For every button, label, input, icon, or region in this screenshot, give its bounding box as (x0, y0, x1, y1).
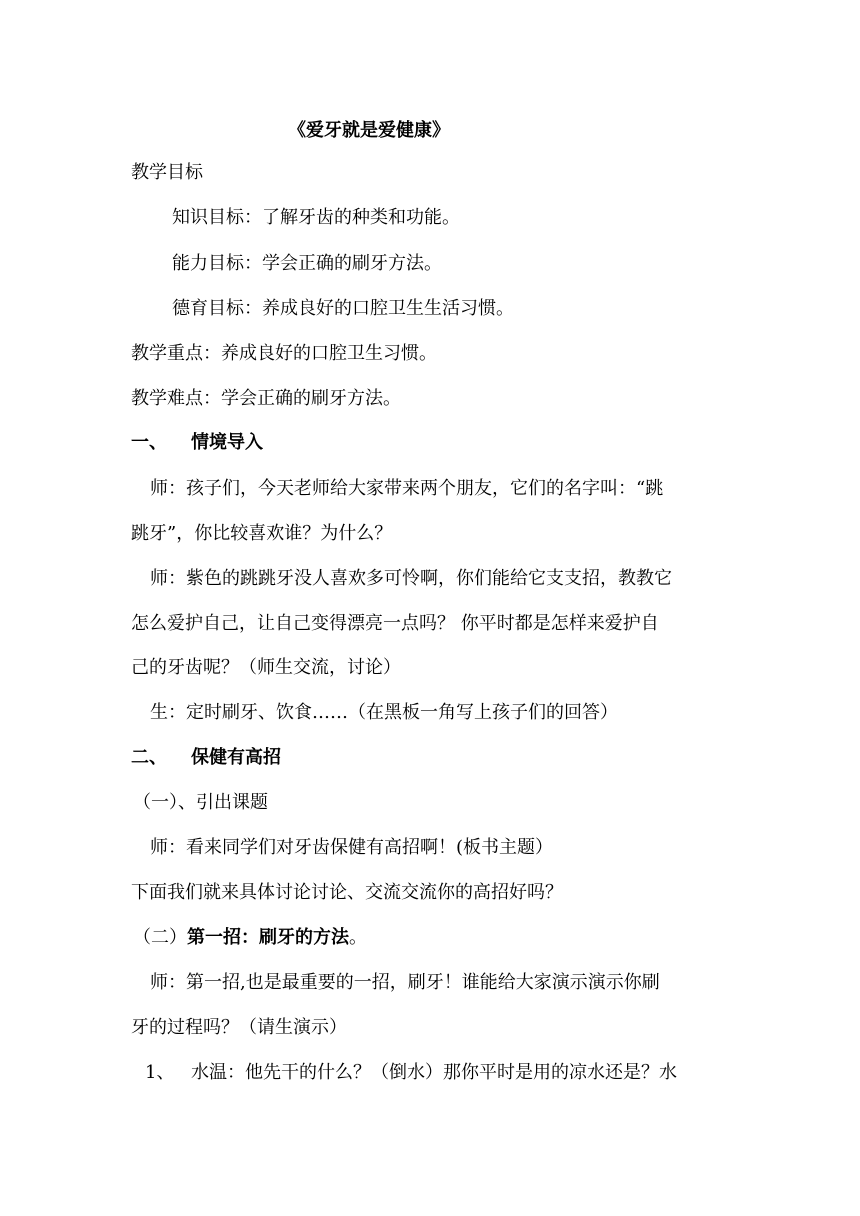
key-point: 教学重点：养成良好的口腔卫生习惯。 (131, 343, 437, 364)
paragraph-line: 下面我们就来具体讨论讨论、交流交流你的高招好吗？ (131, 882, 563, 903)
subheading-one: （一）、引出课题 (133, 792, 268, 813)
objective-moral: 德育目标：养成良好的口腔卫生生活习惯。 (172, 298, 514, 319)
paragraph-line: 师：紫色的跳跳牙没人喜欢多可怜啊，你们能给它支支招，教教它 (150, 568, 672, 589)
section1-title: 情境导入 (191, 432, 263, 453)
section2-number: 二、 (131, 747, 167, 768)
document-title: 《爱牙就是爱健康》 (288, 120, 450, 141)
difficult-point: 教学难点：学会正确的刷牙方法。 (131, 388, 401, 409)
paragraph-line: 师：看来同学们对牙齿保健有高招啊！(板书主题） (150, 837, 554, 858)
item-text: 水温：他先干的什么？（倒水）那你平时是用的凉水还是？水 (191, 1062, 677, 1083)
paragraph-line: 牙的过程吗？（请生演示） (131, 1017, 347, 1038)
paragraph-line: 师：孩子们，今天老师给大家带来两个朋友，它们的名字叫：“跳 (150, 478, 664, 499)
objectives-heading: 教学目标 (131, 162, 203, 183)
subheading-two (133, 926, 367, 950)
paragraph-line: 跳牙”，你比较喜欢谁？为什么？ (131, 523, 393, 544)
subheading-two-suffix: 。 (349, 927, 367, 948)
subheading-two-bold: 第一招：刷牙的方法 (187, 927, 349, 948)
paragraph-line: 生：定时刷牙、饮食……（在黑板一角写上孩子们的回答） (150, 702, 618, 723)
section1-number: 一、 (131, 432, 167, 453)
paragraph-line: 己的牙齿呢？（师生交流，讨论） (131, 657, 401, 678)
subheading-two-prefix: （二） (133, 927, 187, 948)
paragraph-line: 师：第一招,也是最重要的一招，刷牙！谁能给大家演示演示你刷 (150, 972, 660, 993)
objective-ability: 能力目标：学会正确的刷牙方法。 (172, 253, 442, 274)
paragraph-line: 怎么爱护自己，让自己变得漂亮一点吗？ 你平时都是怎样来爱护自 (131, 613, 659, 634)
section2-title: 保健有高招 (191, 747, 281, 768)
objective-knowledge: 知识目标：了解牙齿的种类和功能。 (172, 207, 460, 228)
item-number: 1、 (145, 1062, 175, 1083)
